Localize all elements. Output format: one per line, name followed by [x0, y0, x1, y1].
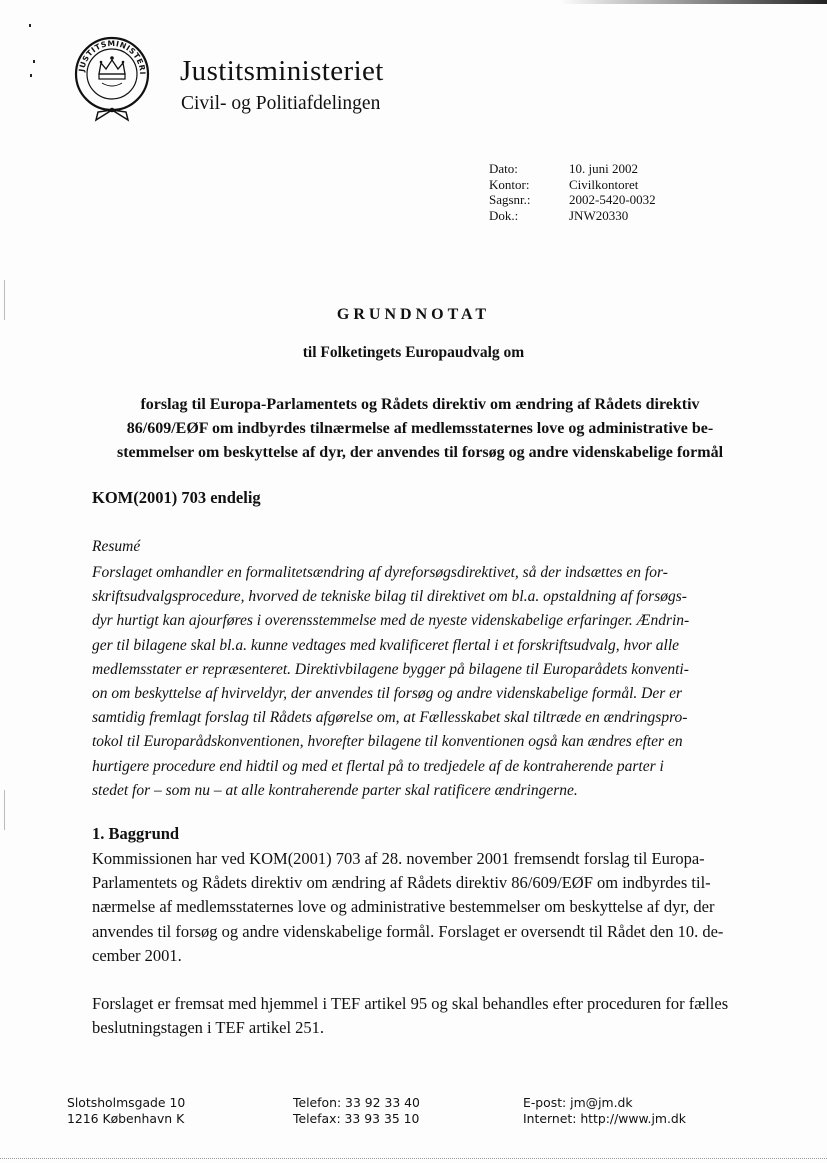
footer-fax: Telefax: 33 93 35 10 [293, 1111, 420, 1126]
meta-value: Civilkontoret [569, 176, 639, 192]
resume-line: ger til bilagene skal bl.a. kunne vedtages med kvalificeret flertal i et forskriftsudvalg, hvor alle [92, 636, 680, 654]
paragraph-line: cember 2001. [92, 945, 182, 965]
meta-label: Dato: [489, 161, 518, 176]
footer-phone: Telefon: 33 92 33 40 [293, 1095, 420, 1110]
resume-heading: Resumé [92, 538, 141, 555]
scan-edge-bottom [0, 1158, 827, 1159]
paragraph-line: beslutningstagen i TEF artikel 251. [92, 1018, 325, 1038]
meta-row-office [489, 177, 699, 193]
footer-street: Slotsholmsgade 10 [67, 1095, 186, 1110]
meta-value: 10. juni 2002 [569, 161, 638, 176]
section-heading-background: 1. Baggrund [92, 824, 180, 843]
document-title: GRUNDNOTAT [336, 306, 491, 323]
meta-label: Sagsnr.: [489, 192, 531, 207]
background-paragraph-2 [92, 992, 752, 1040]
resume-line: tokol til Europarådskonventionen, hvorefter bilagene til konventionen også kan ændres efter en [92, 733, 683, 751]
department-name: Civil- og Politiafdelingen [181, 93, 381, 114]
paragraph-line: anvendes til forsøg og andre videnskabelige formål. Forslaget er oversendt til Rådet den 10. de- [92, 921, 724, 941]
ministry-seal-logo [72, 36, 152, 124]
document-metadata [489, 161, 699, 223]
footer-internet: Internet: http://www.jm.dk [523, 1111, 686, 1126]
seal-text: JUSTITSMINISTERI [77, 38, 148, 76]
document-reference: KOM(2001) 703 endelig [92, 488, 261, 507]
resume-line: samtidig fremlagt forslag til Rådets afgørelse om, at Fællesskabet skal tiltræde en ændringspro- [92, 709, 688, 727]
resume-line: hurtigere procedure end hidtil og med et flertal på to tredjedele af de kontraherende parter i [92, 757, 664, 775]
footer-city: 1216 København K [67, 1111, 185, 1126]
resume-line: skriftsudvalgsprocedure, hvorved de tekniske bilag til direktivet om bl.a. opstaldning af forsøgs- [92, 588, 687, 606]
scan-edge-top [560, 0, 827, 4]
resume-line: dyr hurtigt kan ajourføres i overensstemmelse med de nyeste videnskabelige erfaringer. Ændrin- [92, 612, 690, 630]
document-subtitle: til Folketingets Europaudvalg om [302, 344, 525, 361]
paragraph-line: Forslaget er fremsat med hjemmel i TEF artikel 95 og skal behandles efter proceduren for fælles [92, 994, 729, 1013]
organization-name: Justitsministeriet [180, 55, 384, 87]
resume-line: Forslaget omhandler en formalitetsændring af dyreforsøgsdirektivet, så der indsættes en for- [92, 564, 668, 581]
svg-text:JUSTITSMINISTERIET [72, 36, 147, 75]
resume-line: on om beskyttelse af hvirveldyr, der anvendes til forsøg og andre videnskabelige formål. Der er [92, 685, 683, 703]
proposal-title-line: stemmelser om beskyttelse af dyr, der anvendes til forsøg og andre videnskabelige formål [116, 444, 724, 461]
proposal-title [92, 393, 748, 465]
meta-label: Dok.: [489, 207, 519, 223]
paragraph-line: Kommissionen har ved KOM(2001) 703 af 28. november 2001 fremsendt forslag til Europa- [92, 849, 705, 868]
scan-speck [30, 74, 32, 77]
scan-margin-mark [4, 790, 5, 830]
meta-row-document-id [489, 208, 699, 224]
meta-value: JNW20330 [569, 207, 629, 223]
resume-paragraph [92, 561, 752, 803]
footer-contact-block [523, 1095, 686, 1127]
footer-phone-block [293, 1095, 420, 1127]
meta-row-case-number [489, 192, 699, 208]
scan-speck [29, 24, 31, 27]
resume-line: medlemsstater er repræsenteret. Direktivbilagene bygger på bilagene til Europarådets konventi- [92, 660, 689, 678]
paragraph-line: nærmelse af medlemsstaternes love og administrative bestemmelser om beskyttelse af dyr, der [92, 897, 715, 917]
proposal-title-line: 86/609/EØF om indbyrdes tilnærmelse af medlemsstaternes love og administrative be- [126, 420, 714, 437]
meta-value: 2002-5420-0032 [569, 192, 656, 207]
paragraph-line: Parlamentets og Rådets direktiv om ændring af Rådets direktiv 86/609/EØF om indbyrdes til- [92, 873, 711, 893]
footer-address [67, 1095, 185, 1127]
background-paragraph-1 [92, 847, 752, 968]
meta-label: Kontor: [489, 176, 530, 192]
scan-speck [33, 60, 35, 63]
footer-email: E-post: jm@jm.dk [523, 1095, 633, 1110]
resume-line: stedet for – som nu – at alle kontraherende parter skal ratificere ændringerne. [92, 781, 578, 799]
meta-row-date [489, 161, 699, 177]
proposal-title-line: forslag til Europa-Parlamentets og Rådets direktiv om ændring af Rådets direktiv [140, 396, 700, 413]
